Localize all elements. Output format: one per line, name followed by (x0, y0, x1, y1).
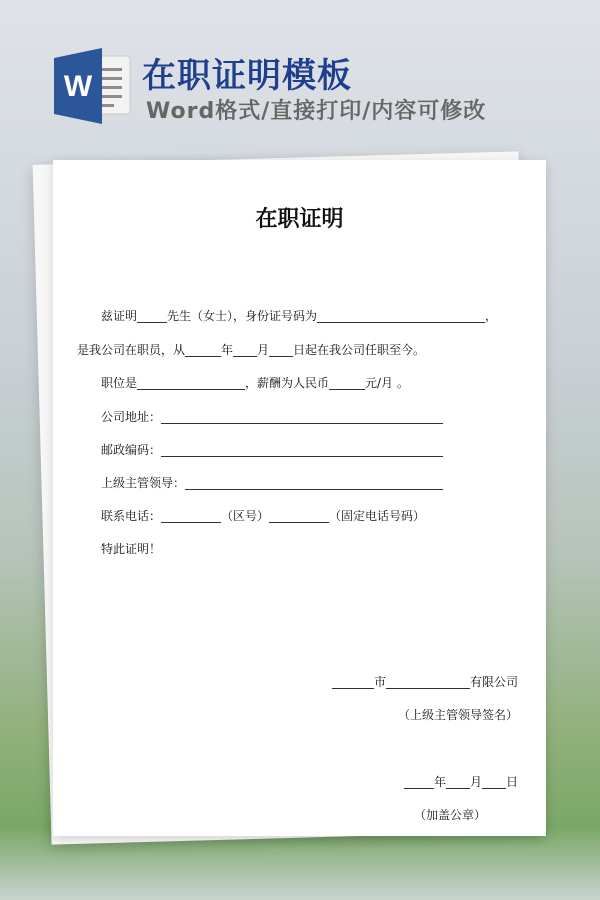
line-supervisor: 上级主管领导：___________________________________________ (101, 476, 444, 490)
document-page (53, 160, 546, 836)
word-logo-letter: W (63, 70, 93, 103)
supervisor-signature: （上级主管领导签名） (397, 708, 518, 722)
document-title: 在职证明 (255, 207, 344, 232)
line-phone: 联系电话：__________（区号）__________（固定电话号码） (101, 509, 426, 523)
header-banner (52, 44, 572, 134)
line-postcode: 邮政编码：_______________________________________________ (101, 443, 444, 457)
word-icon (52, 44, 134, 126)
line-employment: 是我公司在职员，从______年____月____日起在我公司任职至今。 (77, 343, 426, 357)
seal-label: （加盖公章） (413, 808, 486, 822)
line-address: 公司地址：_______________________________________________ (101, 410, 444, 424)
line-closing: 特此证明！ (101, 542, 162, 556)
banner-title: 在职证明模板 (142, 56, 352, 96)
line-certify: 兹证明_____先生（女士），身份证号码为____________________________， (101, 309, 498, 323)
line-position: 职位是__________________，薪酬为人民币______元/月 。 (101, 376, 409, 390)
company-line: _______市______________有限公司 (331, 675, 518, 689)
date-line: _____年____月____日 (403, 775, 518, 789)
banner-subtitle: Word格式/直接打印/内容可修改 (146, 99, 487, 124)
